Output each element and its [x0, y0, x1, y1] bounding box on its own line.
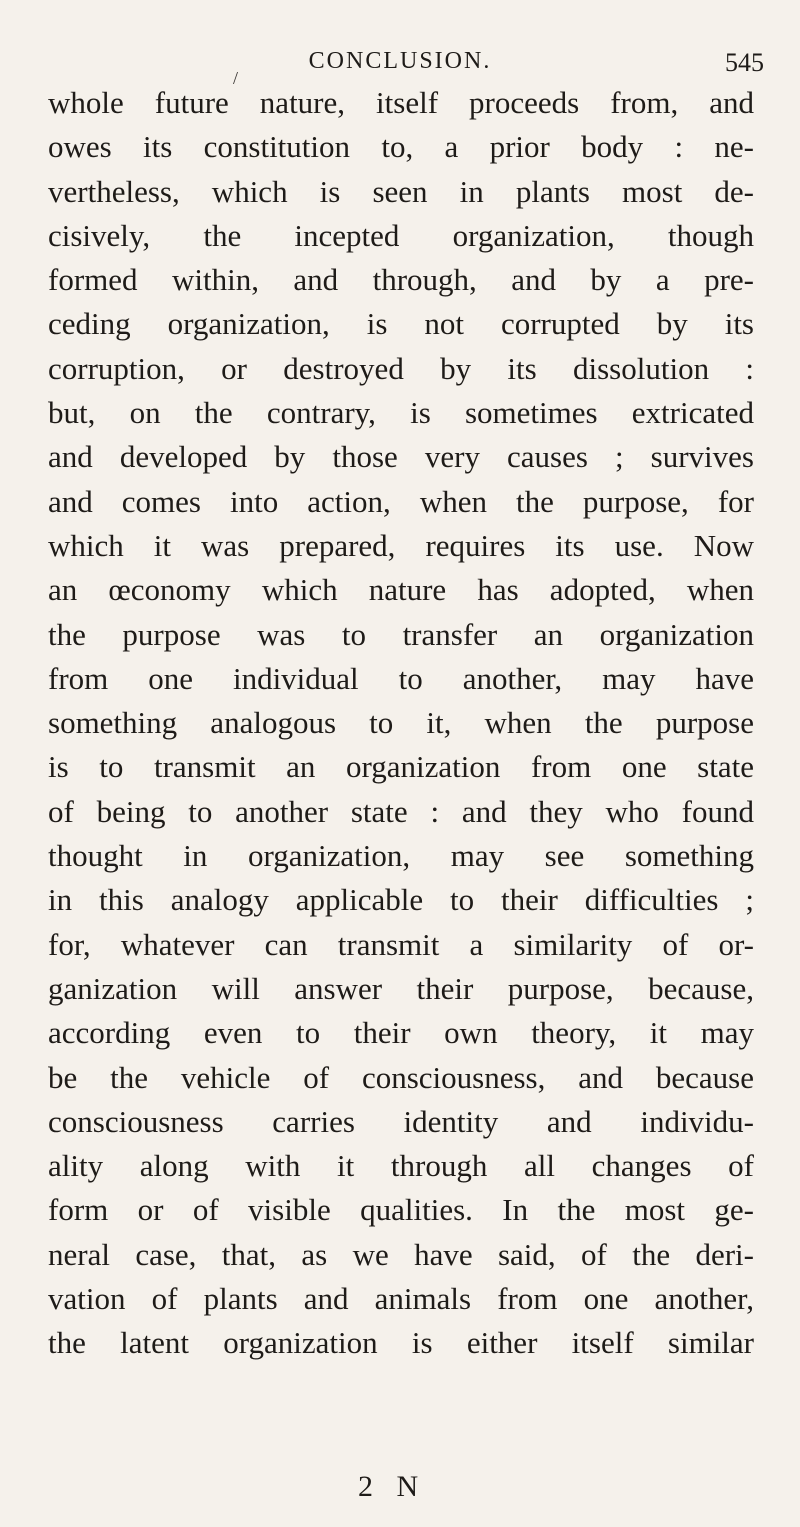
text-line: be the vehicle of consciousness, and because [48, 1059, 754, 1095]
text-line: form or of visible qualities. In the most ge- [48, 1192, 754, 1228]
text-line: cisively, the incepted organization, though [48, 217, 754, 253]
text-line: according even to their own theory, it may [48, 1015, 754, 1051]
running-head [0, 48, 800, 78]
text-line: and developed by those very causes ; survives [48, 439, 754, 475]
text-line: for, whatever can transmit a similarity of or- [48, 926, 754, 962]
text-line: is to transmit an organization from one state [48, 749, 754, 785]
text-line: ganization will answer their purpose, because, [48, 970, 754, 1006]
body-text [48, 81, 754, 1366]
text-line: which it was prepared, requires its use. Now [48, 527, 754, 563]
text-line: ceding organization, is not corrupted by its [48, 306, 754, 342]
text-line: an œconomy which nature has adopted, when [48, 572, 754, 608]
text-line: but, on the contrary, is sometimes extricated [48, 395, 754, 431]
text-line: and comes into action, when the purpose, for [48, 483, 754, 519]
text-line: vertheless, which is seen in plants most de- [48, 173, 754, 209]
text-line: corruption, or destroyed by its dissolution : [48, 350, 754, 386]
running-title: CONCLUSION. [308, 48, 492, 74]
text-line: vation of plants and animals from one another, [48, 1281, 754, 1317]
signature-mark: 2 N [358, 1470, 427, 1503]
stray-mark: / [233, 68, 239, 88]
text-line: the purpose was to transfer an organization [48, 616, 754, 652]
text-line: in this analogy applicable to their difficulties ; [48, 882, 754, 918]
signature-row [0, 1470, 800, 1510]
text-line: consciousness carries identity and individu- [48, 1103, 754, 1139]
text-line: from one individual to another, may have [48, 660, 754, 696]
page-number: 545 [725, 48, 764, 77]
text-line: neral case, that, as we have said, of the deri- [48, 1236, 754, 1272]
text-line: whole future nature, itself proceeds from, and [48, 85, 754, 120]
text-line: owes its constitution to, a prior body : ne- [48, 129, 754, 165]
text-line: of being to another state : and they who found [48, 793, 754, 829]
text-line: formed within, and through, and by a pre- [48, 262, 754, 298]
text-line: ality along with it through all changes of [48, 1148, 754, 1184]
text-line: the latent organization is either itself similar [48, 1325, 754, 1361]
text-line: thought in organization, may see something [48, 838, 754, 874]
text-line: something analogous to it, when the purpose [48, 705, 754, 741]
